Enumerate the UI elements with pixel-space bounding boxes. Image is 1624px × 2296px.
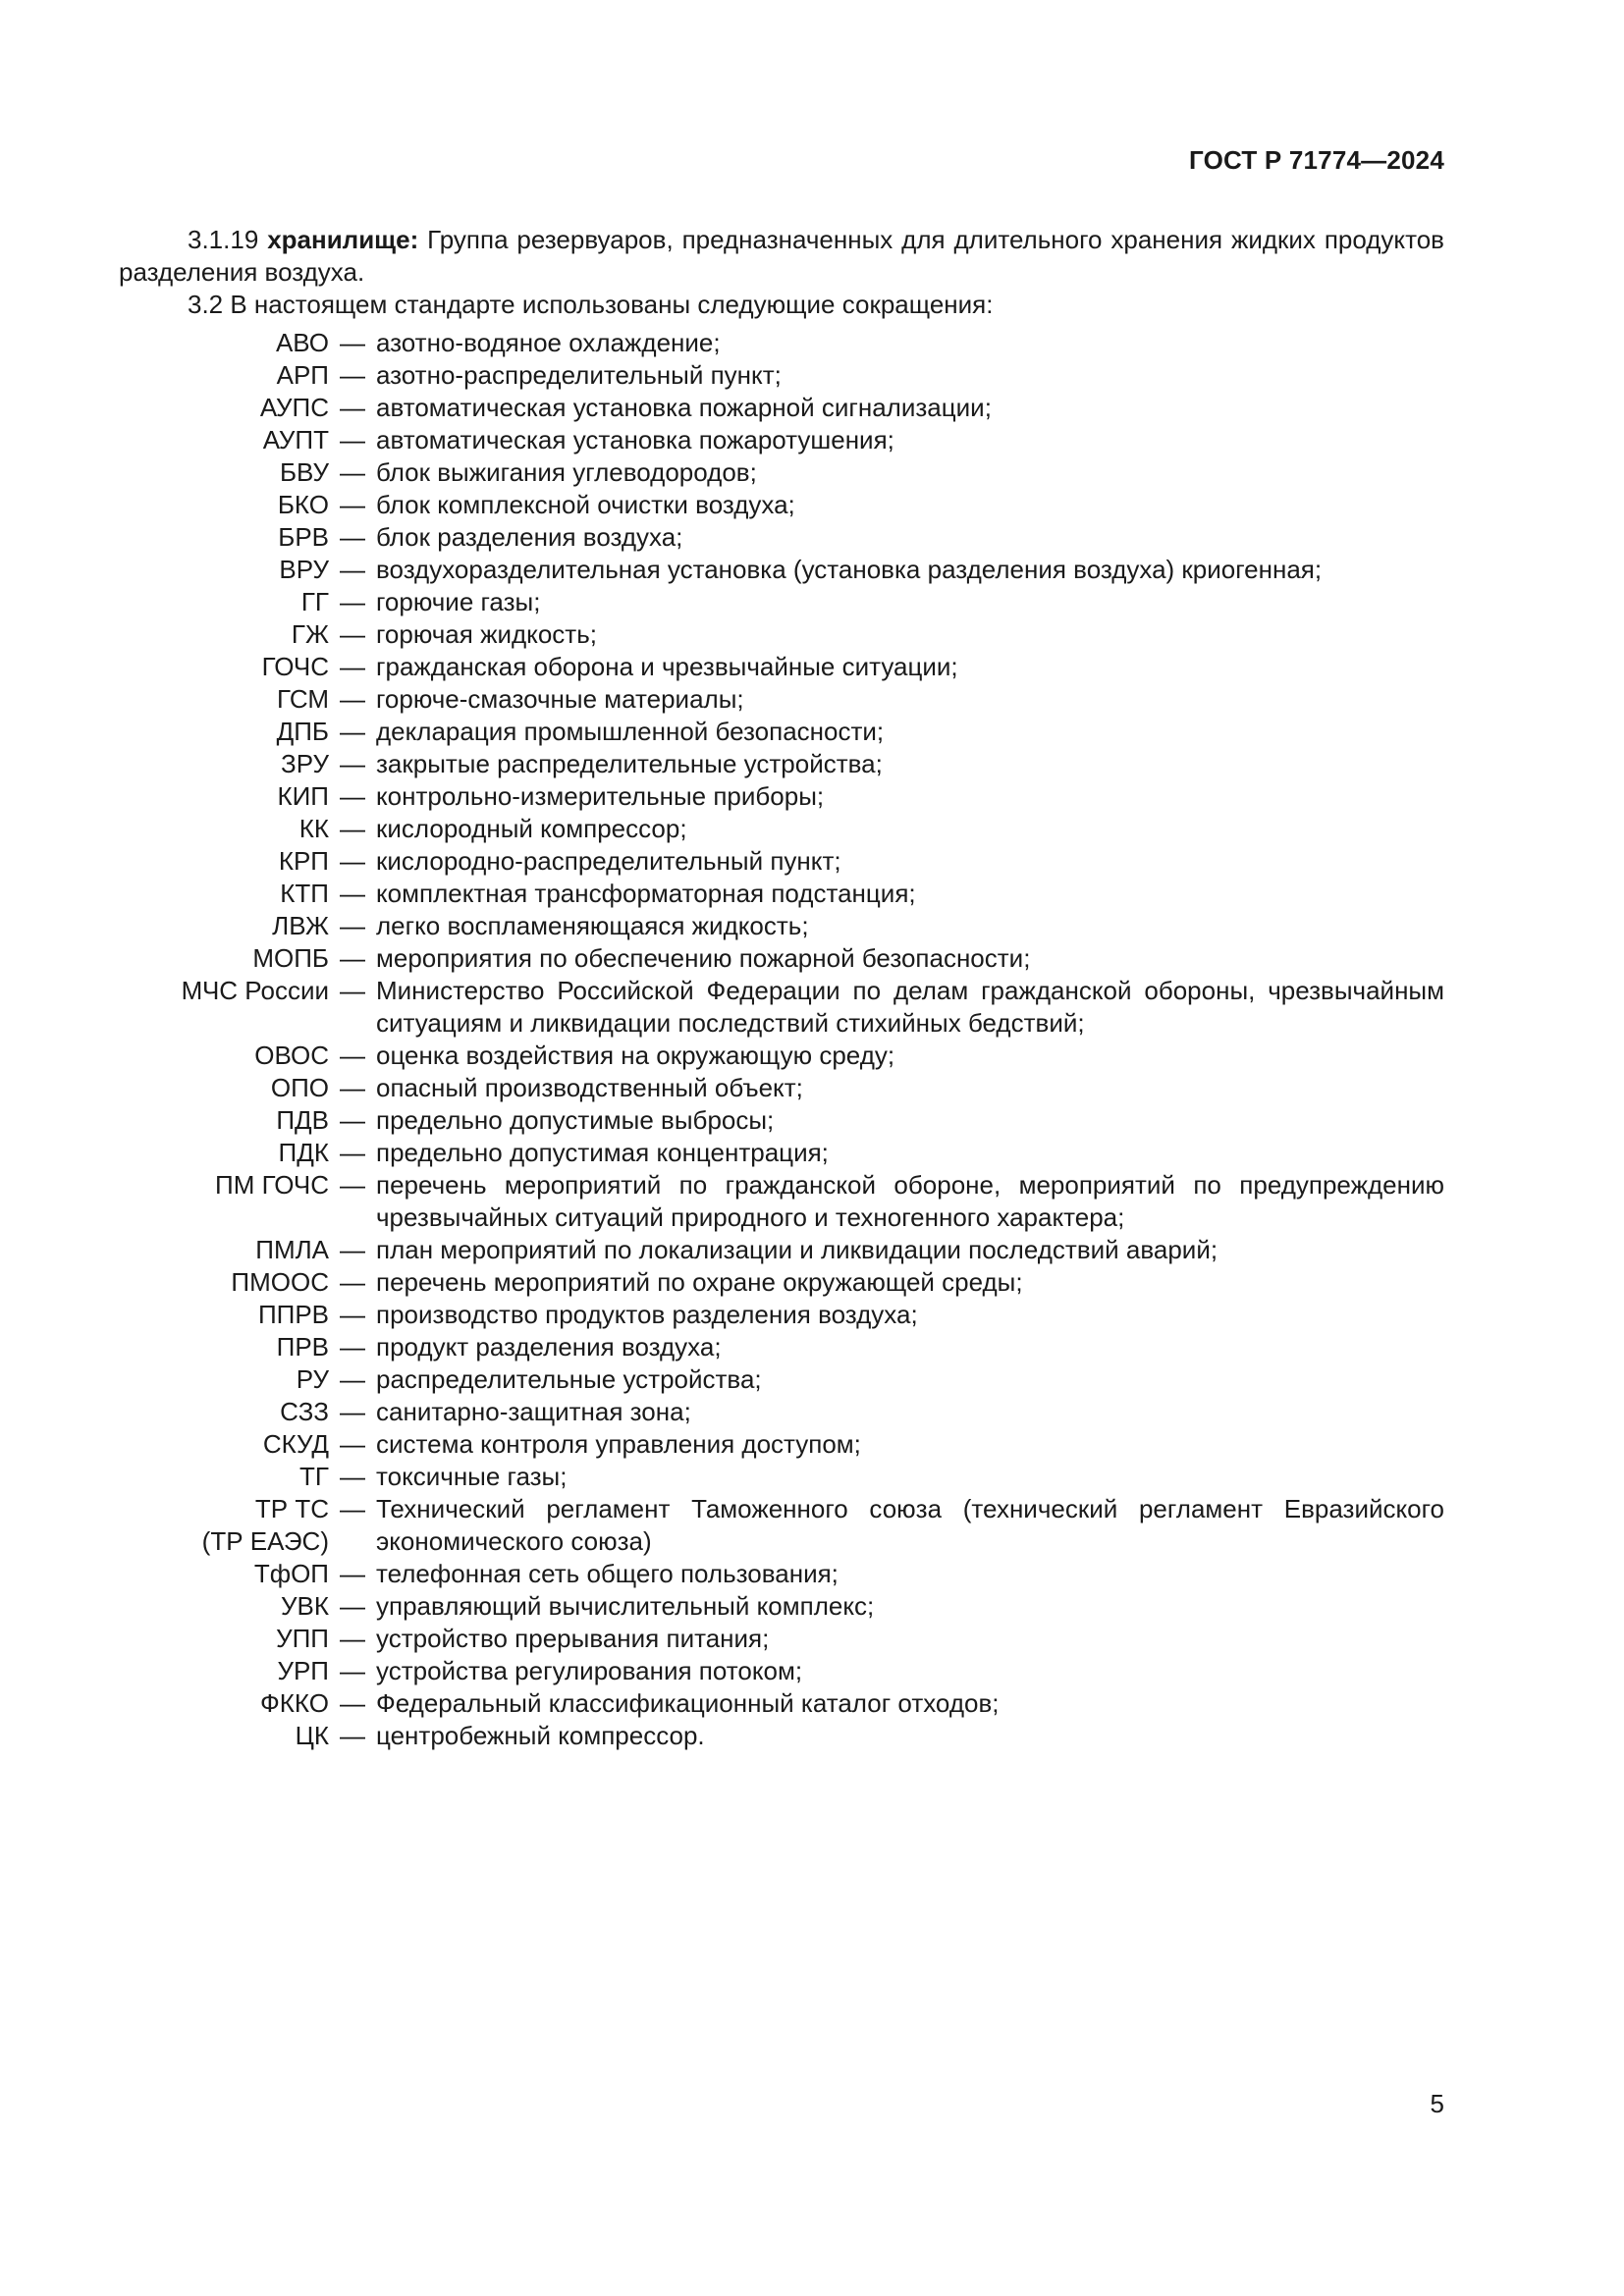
abbreviation-term: УРП [277,1656,329,1685]
abbreviation-row [119,456,1444,489]
document-body [119,224,1444,1752]
dash-separator: — [340,1559,365,1588]
dash-separator: — [340,1656,365,1685]
abbreviation-definition: мероприятия по обеспечению пожарной безопасности; [376,943,1031,973]
abbreviation-row [119,1558,1444,1590]
abbreviation-row [119,1234,1444,1266]
abbreviation-row [119,1169,1444,1234]
abbreviation-row [119,748,1444,780]
abbreviation-definition: предельно допустимая концентрация; [376,1138,829,1167]
dash-separator: — [340,879,365,908]
abbreviation-row [119,683,1444,716]
abbreviation-definition: устройство прерывания питания; [376,1624,770,1653]
abbreviation-term: ГЖ [291,619,329,649]
abbreviation-row [119,716,1444,748]
dash-separator: — [340,393,365,422]
abbreviation-definition: санитарно-защитная зона; [376,1397,691,1426]
clause-3-1-19 [119,224,1444,289]
dash-separator: — [340,814,365,843]
abbreviation-row [119,651,1444,683]
abbreviation-row [119,521,1444,554]
abbreviation-row [119,1396,1444,1428]
dash-separator: — [340,1073,365,1102]
dash-separator: — [340,1688,365,1718]
abbreviation-term: ГГ [300,587,329,616]
abbreviation-row [119,1040,1444,1072]
abbreviation-definition: блок комплексной очистки воздуха; [376,490,795,519]
abbreviation-definition: оценка воздействия на окружающую среду; [376,1041,895,1070]
abbreviation-term: ПДВ [276,1105,329,1135]
abbreviation-row [119,1363,1444,1396]
abbreviation-definition: Технический регламент Таможенного союза (технический регламент Евразийского экономического союза) [376,1494,1444,1556]
abbreviation-row [119,813,1444,845]
abbreviation-row [119,1720,1444,1752]
abbreviation-definition: Федеральный классификационный каталог отходов; [376,1688,1000,1718]
clause-3-2-text: 3.2 В настоящем стандарте использованы следующие сокращения: [188,290,994,319]
abbreviation-definition: Министерство Российской Федерации по делам гражданской обороны, чрезвычайным ситуациям и ликвидации последствий стихийных бедствий; [376,976,1444,1038]
abbreviation-row [119,1428,1444,1461]
abbreviation-term: ЛВЖ [272,911,329,940]
dash-separator: — [340,1397,365,1426]
abbreviation-definition: блок разделения воздуха; [376,522,683,552]
abbreviation-term: ТГ [299,1462,329,1491]
abbreviation-row [119,392,1444,424]
abbreviation-term: БКО [277,490,329,519]
abbreviation-definition: перечень мероприятий по гражданской обороне, мероприятий по предупреждению чрезвычайных ситуаций природного и техногенного характера; [376,1170,1444,1232]
dash-separator: — [340,1235,365,1264]
abbreviation-definition: воздухоразделительная установка (установка разделения воздуха) криогенная; [376,555,1323,584]
dash-separator: — [340,1429,365,1459]
abbreviation-definition: план мероприятий по локализации и ликвидации последствий аварий; [376,1235,1218,1264]
dash-separator: — [340,976,365,1005]
abbreviation-row [119,845,1444,878]
page-number: 5 [1430,2089,1444,2118]
abbreviation-term: ПМООС [231,1267,329,1297]
abbreviation-term: ППРВ [257,1300,329,1329]
abbreviation-row [119,1299,1444,1331]
abbreviation-row [119,1590,1444,1623]
abbreviation-term: МОПБ [252,943,329,973]
dash-separator: — [340,749,365,778]
term-title: хранилище: [267,225,419,254]
dash-separator: — [340,1332,365,1362]
dash-separator: — [340,360,365,390]
abbreviation-definition: токсичные газы; [376,1462,568,1491]
abbreviation-definition: опасный производственный объект; [376,1073,803,1102]
clause-3-2 [119,289,1444,321]
abbreviation-term: ВРУ [279,555,329,584]
document-code-header: ГОСТ Р 71774—2024 [1189,145,1444,175]
abbreviation-term: БВУ [279,457,329,487]
abbreviation-row [119,975,1444,1040]
abbreviation-row [119,1687,1444,1720]
abbreviation-definition: телефонная сеть общего пользования; [376,1559,839,1588]
abbreviation-definition: распределительные устройства; [376,1364,762,1394]
abbreviation-term: ПДК [278,1138,329,1167]
dash-separator: — [340,943,365,973]
abbreviation-definition: перечень мероприятий по охране окружающей среды; [376,1267,1023,1297]
abbreviation-term: ЗРУ [281,749,329,778]
abbreviation-definition: горюче-смазочные материалы; [376,684,744,714]
abbreviation-list [119,327,1444,1752]
abbreviation-definition: гражданская оборона и чрезвычайные ситуации; [376,652,958,681]
abbreviation-definition: автоматическая установка пожарной сигнализации; [376,393,992,422]
dash-separator: — [340,911,365,940]
abbreviation-definition: горючие газы; [376,587,541,616]
abbreviation-definition: контрольно-измерительные приборы; [376,781,825,811]
dash-separator: — [340,1105,365,1135]
abbreviation-definition: кислородно-распределительный пункт; [376,846,841,876]
abbreviation-row [119,1623,1444,1655]
dash-separator: — [340,1267,365,1297]
abbreviation-term: ЦК [295,1721,329,1750]
abbreviation-term: КК [298,814,329,843]
abbreviation-definition: автоматическая установка пожаротушения; [376,425,894,454]
abbreviation-definition: устройства регулирования потоком; [376,1656,803,1685]
dash-separator: — [340,587,365,616]
abbreviation-row [119,780,1444,813]
abbreviation-definition: закрытые распределительные устройства; [376,749,883,778]
dash-separator: — [340,490,365,519]
abbreviation-term: ДПБ [276,717,329,746]
abbreviation-definition: управляющий вычислительный комплекс; [376,1591,875,1621]
dash-separator: — [340,717,365,746]
dash-separator: — [340,846,365,876]
abbreviation-term: ПРВ [276,1332,329,1362]
dash-separator: — [340,652,365,681]
dash-separator: — [340,1494,365,1523]
abbreviation-term: УПП [276,1624,329,1653]
abbreviation-term: РУ [296,1364,329,1394]
abbreviation-row [119,327,1444,359]
abbreviation-term: ТфОП [253,1559,329,1588]
abbreviation-row [119,586,1444,618]
abbreviation-term: АУПТ [262,425,329,454]
abbreviation-row [119,554,1444,586]
abbreviation-term: УВК [280,1591,329,1621]
abbreviation-term: ОПО [270,1073,329,1102]
abbreviation-row [119,359,1444,392]
abbreviation-term: КТП [280,879,329,908]
abbreviation-row [119,1493,1444,1558]
dash-separator: — [340,425,365,454]
abbreviation-definition: комплектная трансформаторная подстанция; [376,879,916,908]
abbreviation-term: АРП [276,360,329,390]
abbreviation-row [119,1104,1444,1137]
abbreviation-row [119,489,1444,521]
abbreviation-definition: кислородный компрессор; [376,814,687,843]
abbreviation-term: СЗЗ [280,1397,329,1426]
abbreviation-definition: азотно-водяное охлаждение; [376,328,721,357]
dash-separator: — [340,1138,365,1167]
dash-separator: — [340,1591,365,1621]
abbreviation-definition: продукт разделения воздуха; [376,1332,722,1362]
abbreviation-row [119,1137,1444,1169]
abbreviation-row [119,1266,1444,1299]
dash-separator: — [340,619,365,649]
abbreviation-definition: блок выжигания углеводородов; [376,457,757,487]
dash-separator: — [340,1462,365,1491]
abbreviation-row [119,910,1444,942]
dash-separator: — [340,522,365,552]
abbreviation-definition: производство продуктов разделения воздуха; [376,1300,918,1329]
dash-separator: — [340,684,365,714]
abbreviation-term: КРП [278,846,329,876]
abbreviation-term: ГСМ [276,684,329,714]
abbreviation-term: КИП [277,781,329,811]
abbreviation-row [119,1461,1444,1493]
abbreviation-term: ТР ТС (ТР ЕАЭС) [201,1494,329,1556]
dash-separator: — [340,1364,365,1394]
abbreviation-term: АВО [275,328,329,357]
dash-separator: — [340,781,365,811]
dash-separator: — [340,328,365,357]
term-definition: Группа резервуаров, предназначенных для длительного хранения жидких продуктов разделения воздуха. [119,225,1444,287]
abbreviation-definition: декларация промышленной безопасности; [376,717,885,746]
abbreviation-term: АУПС [259,393,329,422]
dash-separator: — [340,1721,365,1750]
clause-number: 3.1.19 [188,225,259,254]
abbreviation-row [119,1331,1444,1363]
abbreviation-row [119,618,1444,651]
dash-separator: — [340,1041,365,1070]
abbreviation-definition: предельно допустимые выбросы; [376,1105,775,1135]
abbreviation-term: МЧС России [181,976,329,1005]
dash-separator: — [340,1170,365,1200]
abbreviation-term: БРВ [278,522,329,552]
abbreviation-definition: система контроля управления доступом; [376,1429,861,1459]
dash-separator: — [340,457,365,487]
abbreviation-row [119,424,1444,456]
abbreviation-term: ФККО [260,1688,329,1718]
abbreviation-definition: горючая жидкость; [376,619,597,649]
dash-separator: — [340,555,365,584]
abbreviation-term: ПМЛА [255,1235,329,1264]
abbreviation-term: ГОЧС [261,652,329,681]
abbreviation-row [119,1655,1444,1687]
abbreviation-row [119,878,1444,910]
abbreviation-definition: легко воспламеняющаяся жидкость; [376,911,809,940]
dash-separator: — [340,1624,365,1653]
abbreviation-definition: центробежный компрессор. [376,1721,705,1750]
abbreviation-row [119,942,1444,975]
abbreviation-term: СКУД [262,1429,329,1459]
abbreviation-term: ОВОС [254,1041,329,1070]
dash-separator: — [340,1300,365,1329]
abbreviation-row [119,1072,1444,1104]
abbreviation-term: ПМ ГОЧС [215,1170,329,1200]
abbreviation-definition: азотно-распределительный пункт; [376,360,782,390]
